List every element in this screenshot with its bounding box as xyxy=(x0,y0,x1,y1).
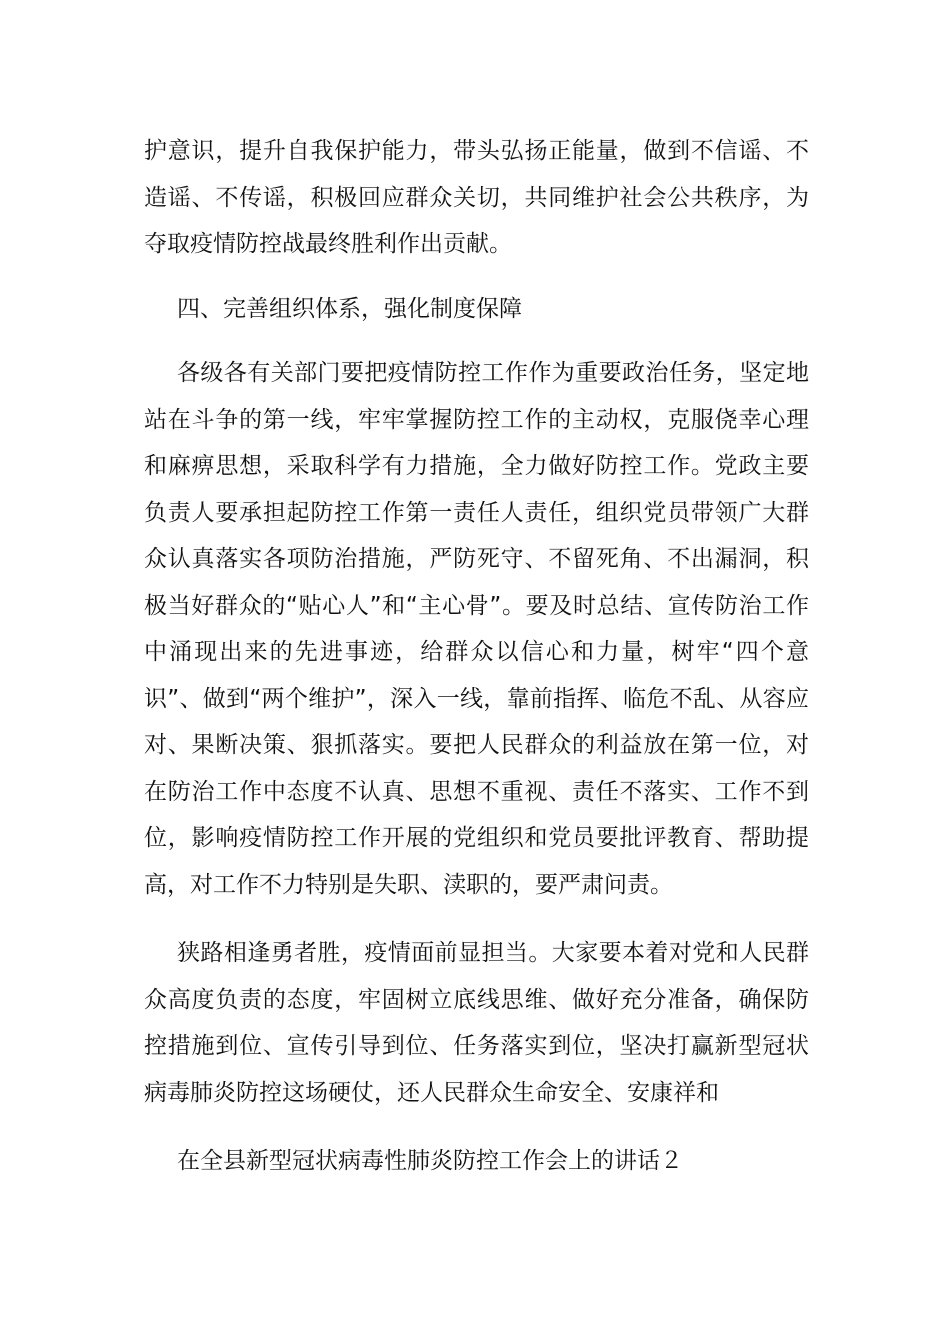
paragraph-continuation: 护意识，提升自我保护能力，带头弘扬正能量，做到不信谣、不造谣、不传谣，积极回应群众关切，共同维护社会公共秩序，为夺取疫情防控战最终胜利作出贡献。 xyxy=(144,138,809,257)
paragraph-conclusion: 狭路相逢勇者胜，疫情面前显担当。大家要本着对党和人民群众高度负责的态度，牢固树立底线思维、做好充分准备，确保防控措施到位、宣传引导到位、任务落实到位，坚决打赢新型冠状病毒肺炎防控这场硬仗，还人民群众生命安全、安康祥和 xyxy=(144,940,809,1106)
speech-title: 在全县新型冠状病毒性肺炎防控工作会上的讲话２ xyxy=(177,1148,683,1174)
paragraph-organization: 各级各有关部门要把疫情防控工作作为重要政治任务，坚定地站在斗争的第一线，牢牢掌握防控工作的主动权，克服侥幸心理和麻痹思想，采取科学有力措施，全力做好防控工作。党政主要负责人要承担起防控工作第一责任人责任，组织党员带领广大群众认真落实各项防治措施，严防死守、不留死角、不出漏洞，积极当好群众的“贴心人”和“主心骨”。要及时总结、宣传防治工作中涌现出来的先进事迹，给群众以信心和力量，树牢“四个意识”、做到“两个维护”，深入一线，靠前指挥、临危不乱、从容应对、果断决策、狠抓落实。要把人民群众的利益放在第一位，对在防治工作中态度不认真、思想不重视、责任不落实、工作不到位，影响疫情防控工作开展的党组织和党员要批评教育、帮助提高，对工作不力特别是失职、渎职的，要严肃问责。 xyxy=(144,360,809,898)
document-body xyxy=(144,128,809,1185)
section-heading-four: 四、完善组织体系，强化制度保障 xyxy=(177,295,522,322)
